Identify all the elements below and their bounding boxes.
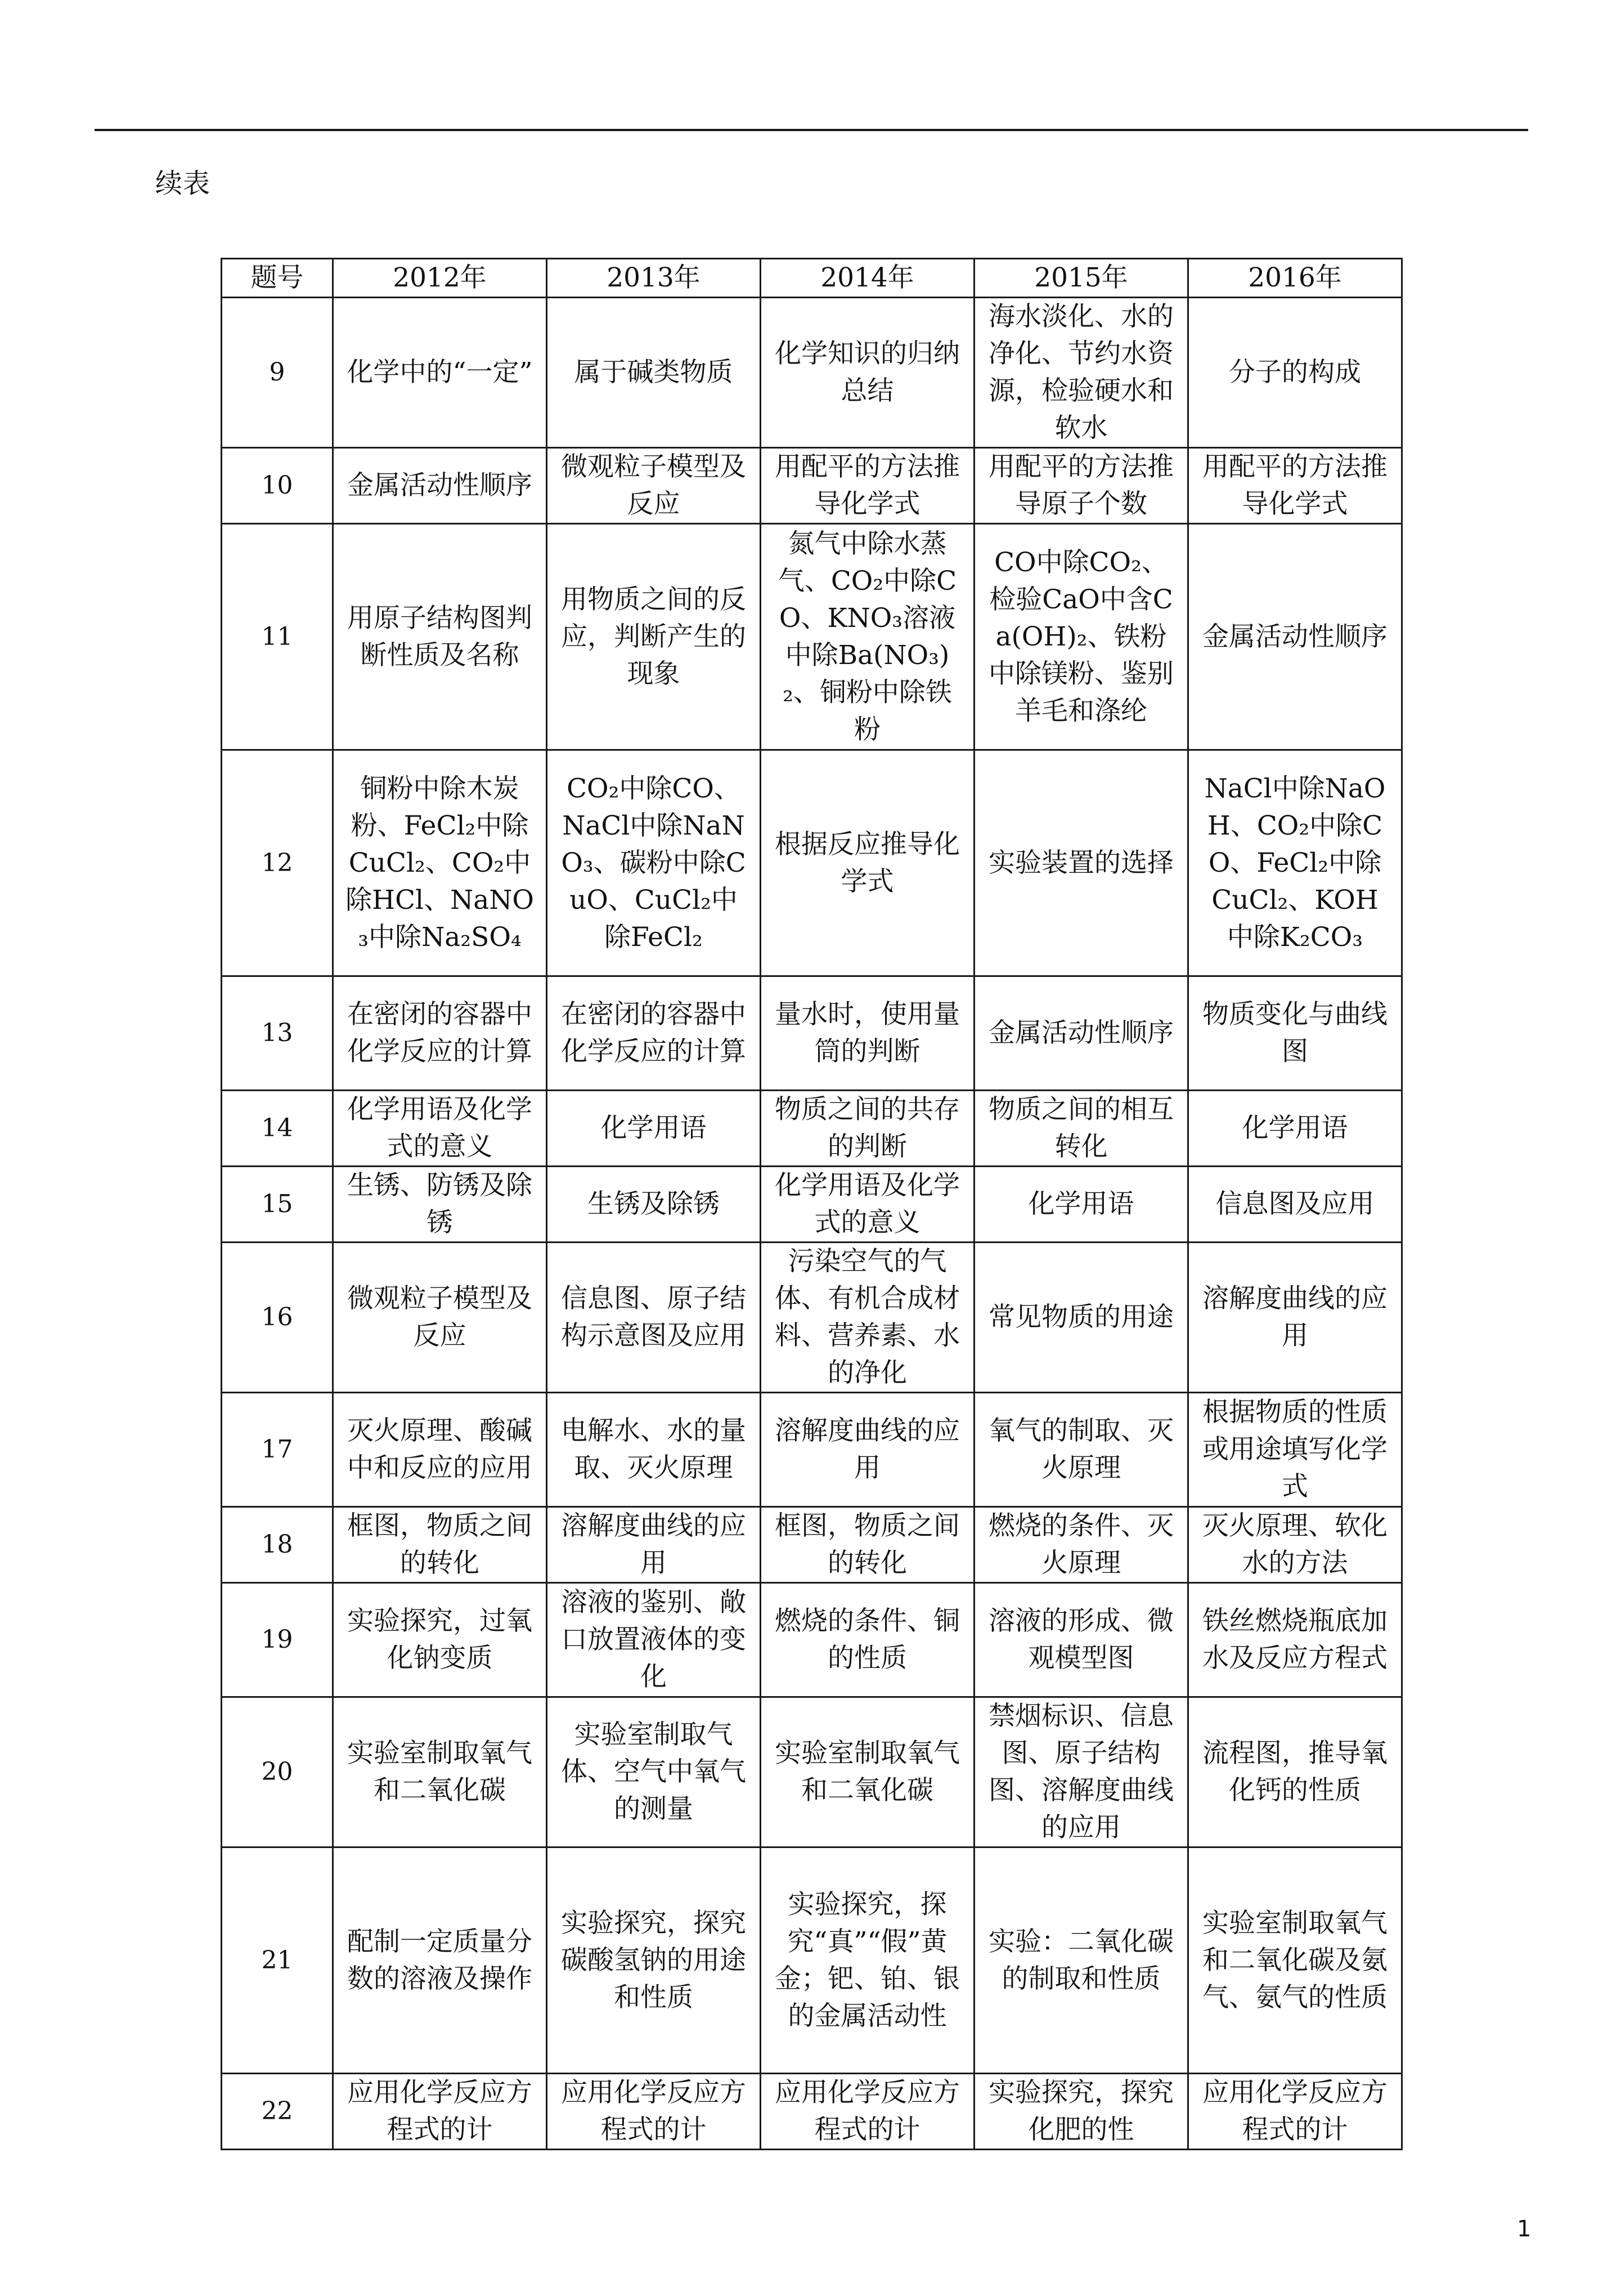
topic-cell-2012: 在密闭的容器中化学反应的计算 (333, 976, 547, 1091)
question-number-cell: 21 (222, 1847, 333, 2074)
table-row (222, 1697, 1402, 1847)
topic-cell-2015: 化学用语 (975, 1167, 1188, 1243)
topic-cell-2016: 应用化学反应方程式的计 (1188, 2074, 1402, 2150)
topic-cell-2015: 海水淡化、水的净化、节约水资源，检验硬水和软水 (975, 298, 1188, 448)
topic-cell-2014: 溶解度曲线的应用 (761, 1393, 975, 1507)
topic-cell-2016: 分子的构成 (1188, 298, 1402, 448)
topic-cell-2013: CO₂中除CO、NaCl中除NaNO₃、碳粉中除CuO、CuCl₂中除FeCl₂ (547, 750, 761, 976)
topic-cell-2012: 金属活动性顺序 (333, 448, 547, 524)
topic-cell-2016: 溶解度曲线的应用 (1188, 1243, 1402, 1393)
topic-cell-2015: 实验装置的选择 (975, 750, 1188, 976)
topic-cell-2015: 禁烟标识、信息图、原子结构图、溶解度曲线的应用 (975, 1697, 1188, 1847)
table-row (222, 448, 1402, 524)
topic-cell-2014: 物质之间的共存的判断 (761, 1091, 975, 1167)
question-number-cell: 19 (222, 1583, 333, 1697)
topic-cell-2013: 应用化学反应方程式的计 (547, 2074, 761, 2150)
topic-cell-2015: 物质之间的相互转化 (975, 1091, 1188, 1167)
topic-cell-2014: 化学用语及化学式的意义 (761, 1167, 975, 1243)
topic-cell-2015: CO中除CO₂、检验CaO中含Ca(OH)₂、铁粉中除镁粉、鉴别羊毛和涤纶 (975, 524, 1188, 750)
header-year-2016: 2016年 (1188, 259, 1402, 298)
question-number-cell: 18 (222, 1507, 333, 1583)
question-number-cell: 20 (222, 1697, 333, 1847)
topic-cell-2012: 铜粉中除木炭粉、FeCl₂中除CuCl₂、CO₂中除HCl、NaNO₃中除Na₂SO₄ (333, 750, 547, 976)
topic-cell-2012: 应用化学反应方程式的计 (333, 2074, 547, 2150)
topic-cell-2012: 微观粒子模型及反应 (333, 1243, 547, 1393)
continued-label: 续表 (155, 168, 211, 199)
topic-cell-2016: 用配平的方法推导化学式 (1188, 448, 1402, 524)
table-row (222, 1243, 1402, 1393)
table-row (222, 524, 1402, 750)
exam-topics-table (221, 258, 1403, 2150)
topic-cell-2012: 框图，物质之间的转化 (333, 1507, 547, 1583)
topic-cell-2016: 灭火原理、软化水的方法 (1188, 1507, 1402, 1583)
topic-cell-2015: 实验探究，探究化肥的性 (975, 2074, 1188, 2150)
table-row (222, 1583, 1402, 1697)
topic-cell-2012: 生锈、防锈及除锈 (333, 1167, 547, 1243)
exam-topics-table-wrapper (221, 258, 1401, 2150)
topic-cell-2013: 化学用语 (547, 1091, 761, 1167)
header-year-2012: 2012年 (333, 259, 547, 298)
question-number-cell: 14 (222, 1091, 333, 1167)
topic-cell-2014: 实验室制取氧气和二氧化碳 (761, 1697, 975, 1847)
topic-cell-2012: 实验探究，过氧化钠变质 (333, 1583, 547, 1697)
topic-cell-2014: 量水时，使用量筒的判断 (761, 976, 975, 1091)
header-year-2014: 2014年 (761, 259, 975, 298)
topic-cell-2012: 化学中的“一定” (333, 298, 547, 448)
table-row (222, 1847, 1402, 2074)
question-number-cell: 13 (222, 976, 333, 1091)
topic-cell-2014: 化学知识的归纳总结 (761, 298, 975, 448)
topic-cell-2014: 根据反应推导化学式 (761, 750, 975, 976)
topic-cell-2013: 用物质之间的反应，判断产生的现象 (547, 524, 761, 750)
topic-cell-2015: 实验：二氧化碳的制取和性质 (975, 1847, 1188, 2074)
topic-cell-2013: 微观粒子模型及反应 (547, 448, 761, 524)
header-year-2013: 2013年 (547, 259, 761, 298)
question-number-cell: 15 (222, 1167, 333, 1243)
topic-cell-2012: 配制一定质量分数的溶液及操作 (333, 1847, 547, 2074)
topic-cell-2015: 常见物质的用途 (975, 1243, 1188, 1393)
topic-cell-2016: 信息图及应用 (1188, 1167, 1402, 1243)
table-row (222, 1091, 1402, 1167)
topic-cell-2016: 根据物质的性质或用途填写化学式 (1188, 1393, 1402, 1507)
table-row (222, 298, 1402, 448)
topic-cell-2014: 应用化学反应方程式的计 (761, 2074, 975, 2150)
question-number-cell: 22 (222, 2074, 333, 2150)
topic-cell-2012: 实验室制取氧气和二氧化碳 (333, 1697, 547, 1847)
question-number-cell: 17 (222, 1393, 333, 1507)
topic-cell-2014: 燃烧的条件、铜的性质 (761, 1583, 975, 1697)
table-row (222, 1393, 1402, 1507)
topic-cell-2014: 框图，物质之间的转化 (761, 1507, 975, 1583)
topic-cell-2012: 化学用语及化学式的意义 (333, 1091, 547, 1167)
question-number-cell: 10 (222, 448, 333, 524)
topic-cell-2013: 属于碱类物质 (547, 298, 761, 448)
topic-cell-2015: 氧气的制取、灭火原理 (975, 1393, 1188, 1507)
table-body (222, 298, 1402, 2150)
topic-cell-2012: 灭火原理、酸碱中和反应的应用 (333, 1393, 547, 1507)
topic-cell-2013: 在密闭的容器中化学反应的计算 (547, 976, 761, 1091)
topic-cell-2012: 用原子结构图判断性质及名称 (333, 524, 547, 750)
topic-cell-2014: 实验探究，探究“真”“假”黄金；钯、铂、银的金属活动性 (761, 1847, 975, 2074)
table-row (222, 2074, 1402, 2150)
page-number: 1 (1517, 2216, 1532, 2242)
topic-cell-2016: 实验室制取氧气和二氧化碳及氨气、氨气的性质 (1188, 1847, 1402, 2074)
topic-cell-2013: 信息图、原子结构示意图及应用 (547, 1243, 761, 1393)
table-row (222, 750, 1402, 976)
topic-cell-2014: 氮气中除水蒸气、CO₂中除CO、KNO₃溶液中除Ba(NO₃)₂、铜粉中除铁粉 (761, 524, 975, 750)
topic-cell-2016: 铁丝燃烧瓶底加水及反应方程式 (1188, 1583, 1402, 1697)
topic-cell-2014: 污染空气的气体、有机合成材料、营养素、水的净化 (761, 1243, 975, 1393)
table-row (222, 976, 1402, 1091)
header-year-2015: 2015年 (975, 259, 1188, 298)
topic-cell-2015: 燃烧的条件、灭火原理 (975, 1507, 1188, 1583)
topic-cell-2015: 金属活动性顺序 (975, 976, 1188, 1091)
topic-cell-2016: NaCl中除NaOH、CO₂中除CO、FeCl₂中除CuCl₂、KOH中除K₂CO₃ (1188, 750, 1402, 976)
topic-cell-2016: 金属活动性顺序 (1188, 524, 1402, 750)
question-number-cell: 11 (222, 524, 333, 750)
topic-cell-2016: 物质变化与曲线图 (1188, 976, 1402, 1091)
question-number-cell: 16 (222, 1243, 333, 1393)
topic-cell-2015: 溶液的形成、微观模型图 (975, 1583, 1188, 1697)
header-question-number: 题号 (222, 259, 333, 298)
topic-cell-2016: 流程图，推导氧化钙的性质 (1188, 1697, 1402, 1847)
topic-cell-2015: 用配平的方法推导原子个数 (975, 448, 1188, 524)
topic-cell-2016: 化学用语 (1188, 1091, 1402, 1167)
topic-cell-2013: 实验室制取气体、空气中氧气的测量 (547, 1697, 761, 1847)
topic-cell-2013: 实验探究，探究碳酸氢钠的用途和性质 (547, 1847, 761, 2074)
table-row (222, 1167, 1402, 1243)
topic-cell-2013: 溶液的鉴别、敞口放置液体的变化 (547, 1583, 761, 1697)
header-rule (95, 129, 1528, 131)
question-number-cell: 9 (222, 298, 333, 448)
question-number-cell: 12 (222, 750, 333, 976)
topic-cell-2013: 溶解度曲线的应用 (547, 1507, 761, 1583)
topic-cell-2013: 生锈及除锈 (547, 1167, 761, 1243)
topic-cell-2013: 电解水、水的量取、灭火原理 (547, 1393, 761, 1507)
table-row (222, 1507, 1402, 1583)
table-header-row (222, 259, 1402, 298)
topic-cell-2014: 用配平的方法推导化学式 (761, 448, 975, 524)
